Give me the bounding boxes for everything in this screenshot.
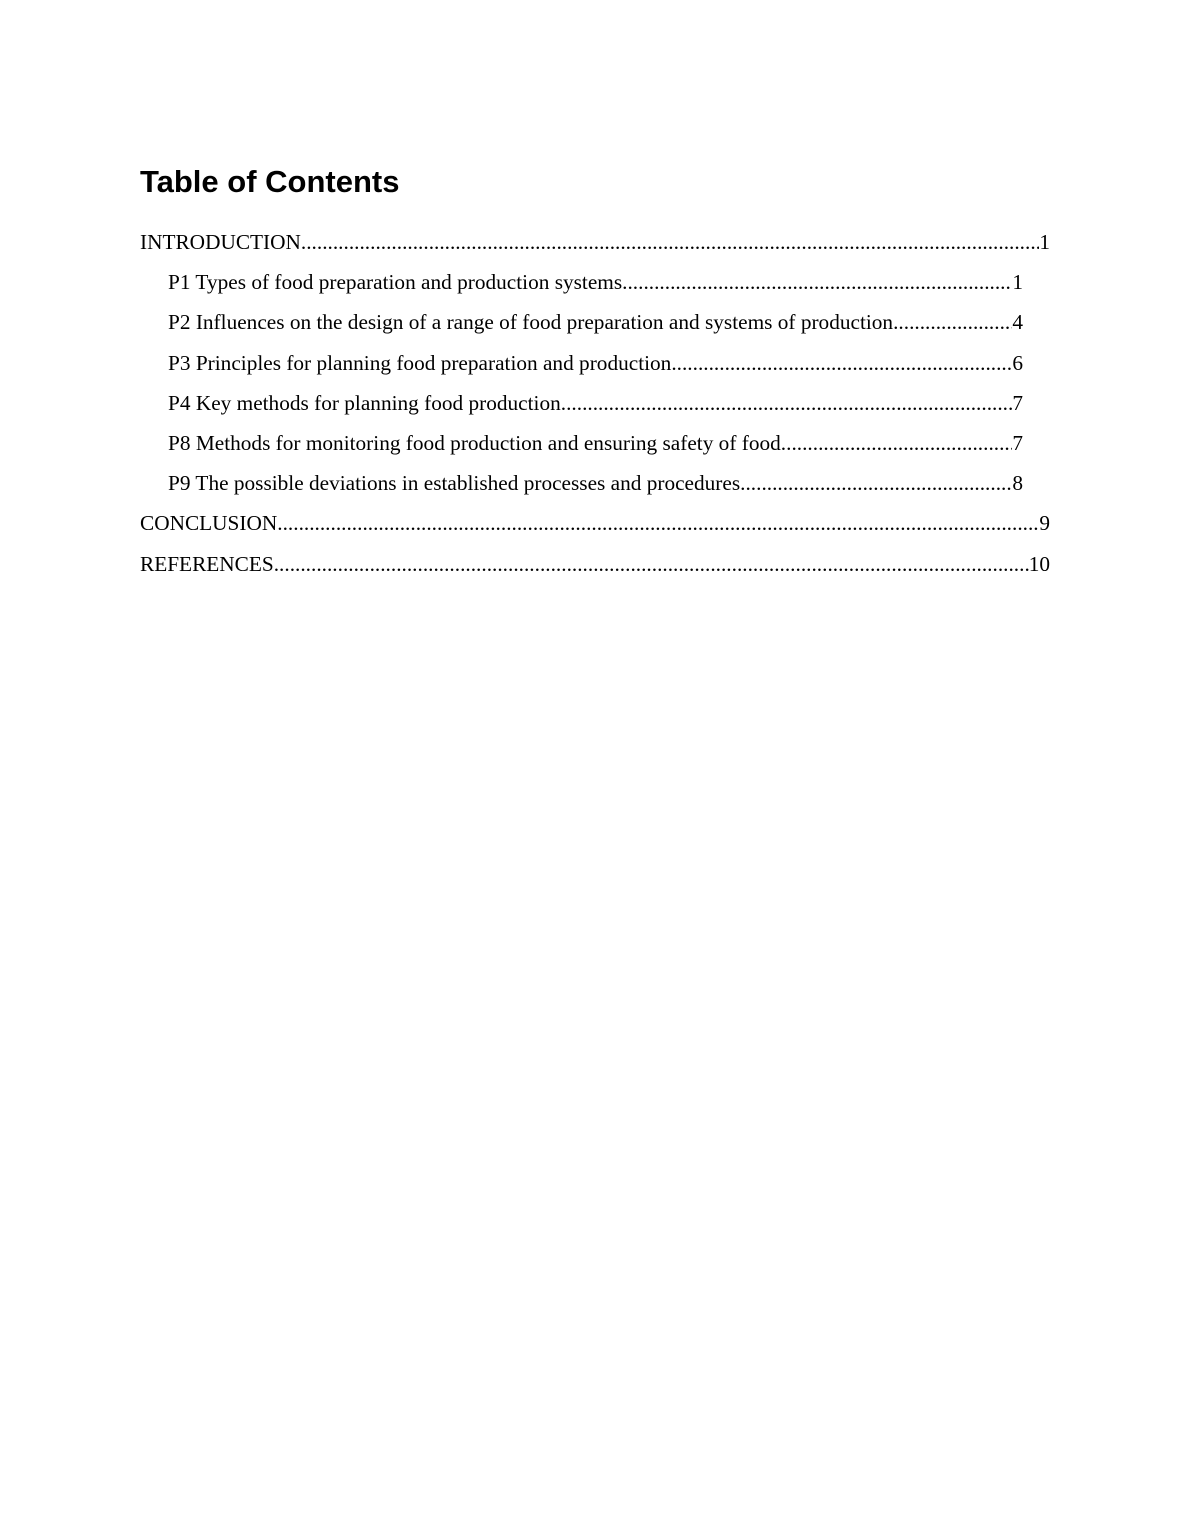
toc-entry-text: P2 Influences on the design of a range of food preparation and systems of production — [168, 310, 894, 335]
toc-leader-dots — [561, 383, 1013, 423]
toc-leader-dots — [893, 302, 1012, 342]
toc-leader-dots — [274, 544, 1029, 584]
toc-leader-dots — [781, 423, 1013, 463]
toc-leader-dots — [671, 343, 1012, 383]
toc-entry-page-number: 8 — [1012, 471, 1023, 496]
toc-entry-p8[interactable] — [168, 423, 1023, 463]
toc-entry-page-number: 1 — [1039, 230, 1050, 254]
toc-entry-p3[interactable] — [168, 343, 1023, 383]
toc-leader-dots — [277, 503, 1039, 543]
toc-entry-text: REFERENCES — [140, 551, 274, 576]
toc-entry-p4[interactable] — [168, 383, 1023, 423]
toc-entry-page-number: 6 — [1012, 350, 1023, 375]
toc-entry-p9[interactable] — [168, 463, 1023, 503]
toc-entry-p1[interactable] — [168, 262, 1023, 302]
toc-entry-text: INTRODUCTION — [140, 230, 301, 254]
toc-entry-text: P3 Principles for planning food preparation and production — [168, 350, 672, 375]
toc-entry-page-number: 4 — [1012, 310, 1023, 335]
toc-entry-text: P4 Key methods for planning food production — [168, 390, 561, 415]
toc-title: Table of Contents — [140, 164, 400, 199]
toc-entry-text: P9 The possible deviations in established processes and procedures — [168, 471, 741, 496]
toc-list — [0, 222, 1190, 584]
toc-entry-introduction[interactable] — [140, 222, 1050, 262]
toc-entry-page-number: 9 — [1039, 511, 1050, 536]
toc-entry-text: P8 Methods for monitoring food production and ensuring safety of food — [168, 430, 781, 455]
toc-entry-page-number: 7 — [1012, 430, 1023, 455]
toc-entry-p2[interactable] — [168, 302, 1023, 342]
toc-entry-page-number: 7 — [1012, 390, 1023, 415]
toc-entry-page-number: 10 — [1028, 551, 1050, 576]
toc-leader-dots — [622, 262, 1012, 302]
toc-entry-text: P1 Types of food preparation and production systems — [168, 270, 623, 295]
toc-leader-dots — [301, 222, 1039, 262]
toc-entry-text: CONCLUSION — [140, 511, 278, 536]
toc-entry-references[interactable] — [140, 544, 1050, 584]
toc-entry-conclusion[interactable] — [140, 503, 1050, 543]
toc-entry-page-number: 1 — [1012, 270, 1023, 295]
toc-leader-dots — [740, 463, 1012, 503]
